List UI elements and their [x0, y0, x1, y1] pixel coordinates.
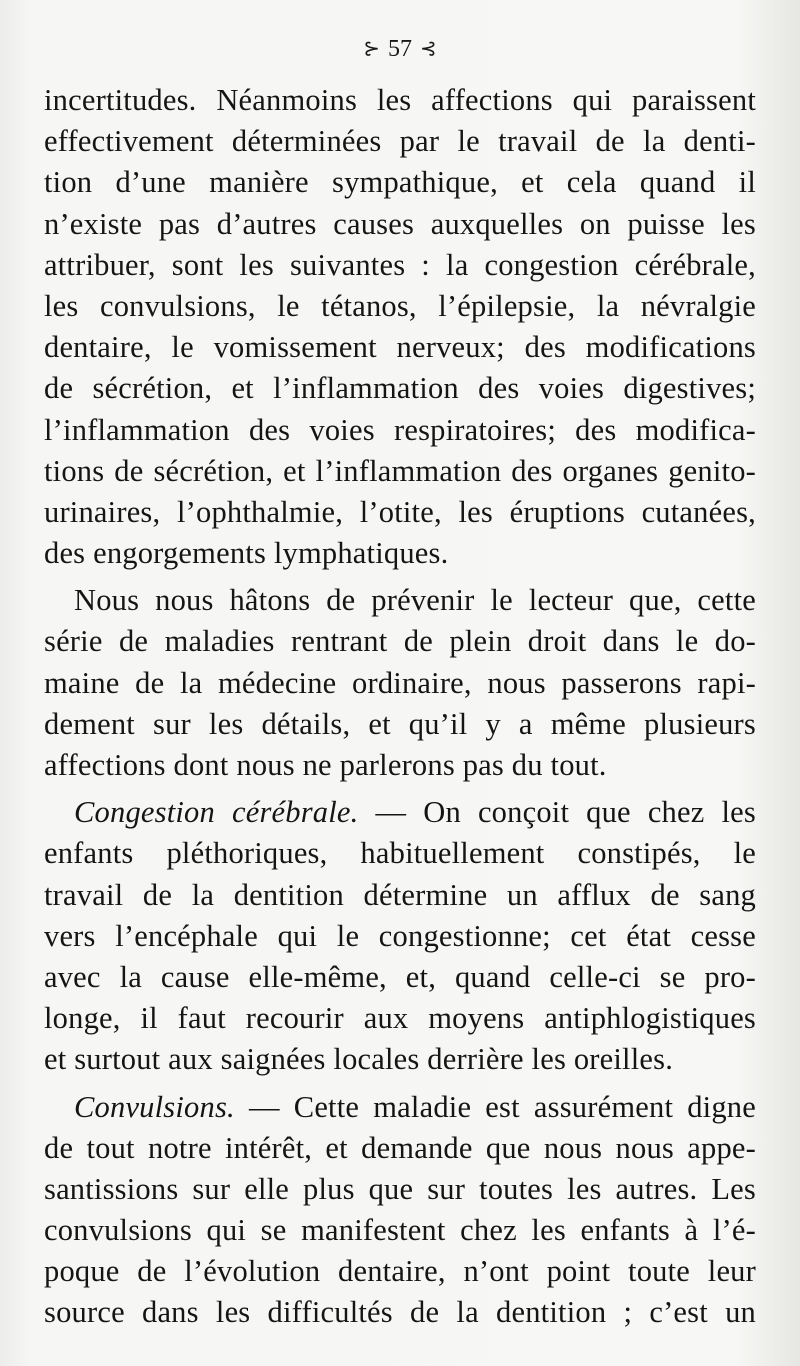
text-line: source dans les difficultés de la dentition ; c’est un [44, 1295, 756, 1330]
text-line: travail de la dentition détermine un afflux de sang [44, 877, 756, 912]
text-line: longe, il faut recourir aux moyens antiphlogistiques [44, 1001, 756, 1036]
text-line: de sécrétion, et l’inflammation des voies digestives; [44, 371, 756, 406]
text-line: tions de sécrétion, et l’inflammation des organes genito- [44, 453, 756, 488]
heading-continuation: — Cette maladie est assurément digne [234, 1089, 756, 1124]
left-ornament-icon: ⊱ [363, 38, 380, 60]
section-heading-convulsions: Convulsions. [74, 1089, 235, 1124]
text-line: maine de la médecine ordinaire, nous passerons rapi- [44, 665, 756, 700]
text-line: de tout notre intérêt, et demande que nous nous appe- [44, 1130, 756, 1165]
paragraph-2 [44, 580, 756, 786]
right-ornament-icon: ⊰ [420, 38, 437, 60]
body-text [44, 80, 756, 1334]
text-line: dentaire, le vomissement nerveux; des modifications [44, 330, 756, 365]
text-line: série de maladies rentrant de plein droit dans le do- [44, 624, 756, 659]
text-line: attribuer, sont les suivantes : la congestion cérébrale, [44, 247, 756, 282]
text-line: convulsions qui se manifestent chez les enfants à l’é- [44, 1213, 756, 1248]
text-line: des engorgements lymphatiques. [44, 536, 449, 571]
text-line: effectivement déterminées par le travail de la denti- [44, 124, 756, 159]
text-line [44, 792, 756, 833]
text-line: l’inflammation des voies respiratoires; des modifica- [44, 412, 756, 447]
section-heading-congestion: Congestion cérébrale. [74, 795, 359, 830]
paragraph-1 [44, 80, 756, 574]
text-line: poque de l’évolution dentaire, n’ont point toute leur [44, 1254, 756, 1289]
paragraph-congestion [44, 792, 756, 1080]
text-line [44, 1087, 756, 1128]
text-line: vers l’encéphale qui le congestionne; cet état cesse [44, 918, 756, 953]
paragraph-convulsions [44, 1087, 756, 1334]
text-line: les convulsions, le tétanos, l’épilepsie, la névralgie [44, 288, 756, 323]
text-line: n’existe pas d’autres causes auxquelles on puisse les [44, 206, 756, 241]
text-line: affections dont nous ne parlerons pas du tout. [44, 748, 607, 782]
text-line: urinaires, l’ophthalmie, l’otite, les éruptions cutanées, [44, 494, 756, 529]
page-number: 57 [388, 36, 412, 62]
page-header [0, 34, 800, 64]
heading-continuation: — On conçoit que chez les [358, 795, 756, 830]
text-line: enfants pléthoriques, habituellement constipés, le [44, 836, 756, 871]
text-line: incertitudes. Néanmoins les affections qui paraissent [44, 83, 756, 117]
text-line: santissions sur elle plus que sur toutes les autres. Les [44, 1171, 756, 1206]
text-line: avec la cause elle-même, et, quand celle-ci se pro- [44, 959, 756, 994]
text-line: et surtout aux saignées locales derrière les oreilles. [44, 1042, 674, 1077]
text-line: Nous nous hâtons de prévenir le lecteur que, cette [74, 583, 756, 618]
text-line: dement sur les détails, et qu’il y a même plusieurs [44, 706, 756, 741]
text-line: tion d’une manière sympathique, et cela quand il [44, 165, 756, 200]
